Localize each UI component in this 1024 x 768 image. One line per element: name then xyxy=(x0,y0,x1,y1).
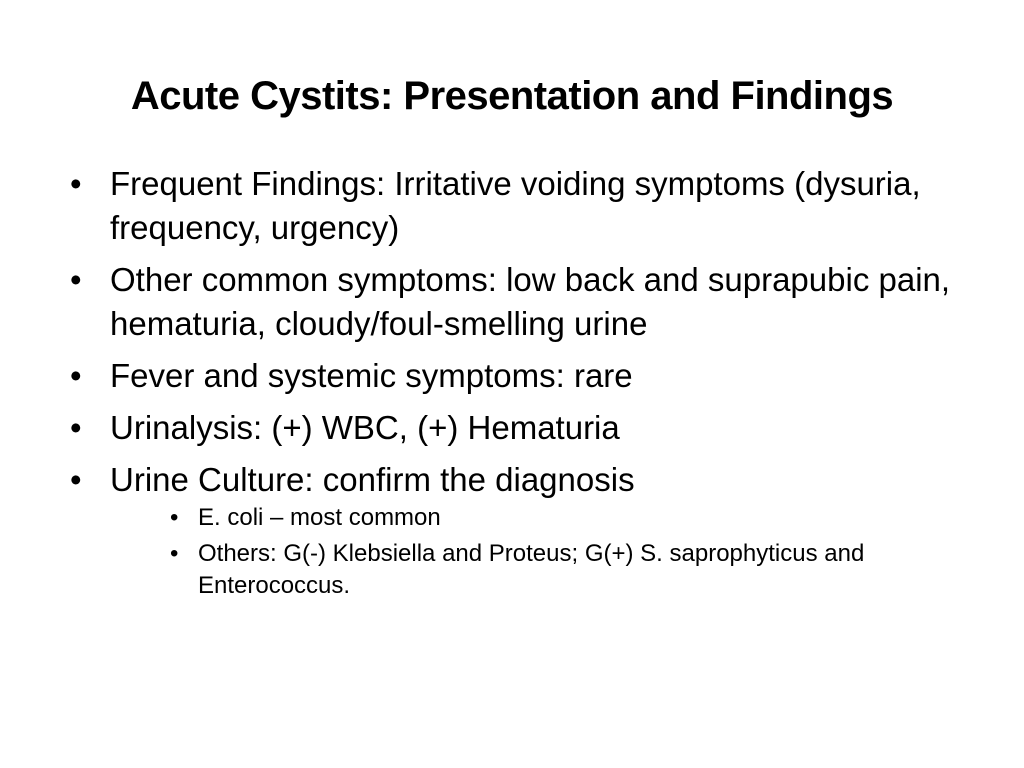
bullet-marker: • xyxy=(70,461,82,498)
bullet-item xyxy=(70,458,990,502)
bullet-text: Frequent Findings: Irritative voiding symptoms (dysuria, frequency, urgency) xyxy=(110,165,921,246)
bullet-list xyxy=(70,162,990,606)
sub-bullet-marker: • xyxy=(170,540,179,567)
bullet-text: Other common symptoms: low back and suprapubic pain, hematuria, cloudy/foul-smelling urine xyxy=(110,261,951,342)
bullet-text: Urine Culture: confirm the diagnosis xyxy=(110,461,635,498)
sub-bullet-text: E. coli – most common xyxy=(198,504,441,531)
sub-bullet-marker: • xyxy=(170,504,179,531)
bullet-marker: • xyxy=(70,409,82,446)
sub-bullet-item xyxy=(170,538,990,602)
bullet-item xyxy=(70,406,990,450)
bullet-marker: • xyxy=(70,261,82,298)
bullet-item xyxy=(70,354,990,398)
bullet-text: Fever and systemic symptoms: rare xyxy=(110,357,633,394)
slide-title: Acute Cystits: Presentation and Findings xyxy=(130,74,894,118)
sub-bullet-item xyxy=(170,502,990,534)
bullet-item xyxy=(70,258,990,346)
sub-bullet-text: Others: G(-) Klebsiella and Proteus; G(+) S. saprophyticus and Enterococcus. xyxy=(198,540,865,599)
bullet-marker: • xyxy=(70,165,82,202)
bullet-item xyxy=(70,162,990,250)
bullet-text: Urinalysis: (+) WBC, (+) Hematuria xyxy=(110,409,620,446)
bullet-marker: • xyxy=(70,357,82,394)
